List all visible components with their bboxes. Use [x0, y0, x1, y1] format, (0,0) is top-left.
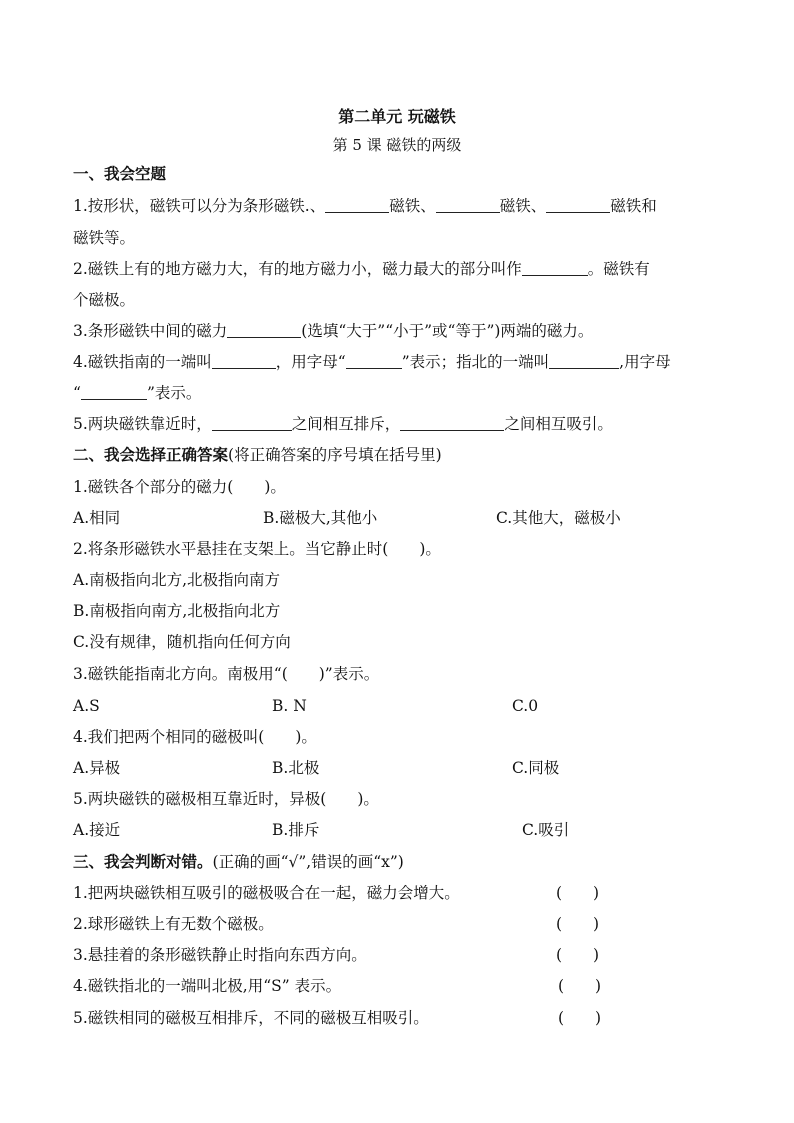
unit-title: 第二单元 玩磁铁	[338, 107, 456, 126]
blank[interactable]	[325, 196, 389, 213]
s2-q3-option-b[interactable]: B. N	[272, 697, 307, 715]
s2-q5-options	[73, 820, 713, 840]
s2-q4-option-b[interactable]: B.北极	[272, 759, 320, 777]
s2-q4-stem: 4.我们把两个相同的磁极叫( )。	[73, 728, 317, 746]
s1-q1-text-b: 磁铁、	[389, 197, 436, 215]
s2-q1-stem: 1.磁铁各个部分的磁力( )。	[73, 478, 286, 496]
s1-q4-line1	[73, 352, 671, 372]
s1-q4-text-a: 4.磁铁指南的一端叫	[73, 353, 212, 371]
s1-q4-text-c: ”表示；指北的一端叫	[401, 353, 550, 371]
s2-q1-options	[73, 508, 713, 528]
s1-q1-line1	[73, 196, 657, 216]
s2-q4-option-a[interactable]: A.异极	[73, 759, 121, 777]
s3-answer-paren-5[interactable]: ( )	[558, 1009, 602, 1027]
s1-q5-line	[73, 414, 613, 434]
s1-q1-text-c: 磁铁、	[499, 197, 547, 215]
section2-note: (将正确答案的序号填在括号里)	[228, 446, 442, 464]
s2-q2-option-b[interactable]: B.南极指向南方,北极指向北方	[73, 602, 281, 620]
s3-answer-paren-1[interactable]: ( )	[556, 884, 600, 902]
s2-q1-option-c[interactable]: C.其他大，磁极小	[496, 509, 621, 527]
section2-heading: 二、我会选择正确答案	[73, 445, 229, 464]
blank[interactable]	[227, 321, 301, 338]
s2-q3-option-a[interactable]: A.S	[73, 697, 100, 715]
blank[interactable]	[400, 414, 504, 431]
s2-q4-option-c[interactable]: C.同极	[512, 759, 560, 777]
blank[interactable]	[436, 196, 500, 213]
s1-q4-text-d: ,用字母	[619, 353, 671, 371]
s2-q5-option-a[interactable]: A.接近	[73, 821, 121, 839]
s1-q4-text-e: “	[73, 384, 81, 402]
section2-heading-line	[73, 445, 442, 465]
blank[interactable]	[549, 352, 619, 369]
s1-q3-text-a: 3.条形磁铁中间的磁力	[73, 322, 228, 340]
s1-q5-text-b: 之间相互排斥，	[291, 415, 401, 433]
s1-q5-text-c: 之间相互吸引。	[504, 415, 613, 433]
s2-q5-stem: 5.两块磁铁的磁极相互靠近时，异极( )。	[73, 790, 379, 808]
blank[interactable]	[346, 352, 402, 369]
s3-answer-paren-3[interactable]: ( )	[556, 946, 600, 964]
s1-q1-text-d: 磁铁和	[610, 197, 657, 215]
blank[interactable]	[212, 414, 292, 431]
section1-heading: 一、我会空题	[73, 164, 167, 183]
s1-q3-text-b: (选填“大于”“小于”或“等于”)两端的磁力。	[301, 322, 594, 340]
s2-q5-option-c[interactable]: C.吸引	[522, 821, 570, 839]
s2-q5-option-b[interactable]: B.排斥	[272, 821, 320, 839]
s1-q2-text-b: 。磁铁有	[587, 260, 650, 278]
s2-q3-options	[73, 696, 713, 716]
s1-q2-text-a: 2.磁铁上有的地方磁力大，有的地方磁力小，磁力最大的部分叫作	[73, 260, 522, 278]
s1-q4-text-f: ”表示。	[146, 384, 202, 402]
s1-q5-text-a: 5.两块磁铁靠近时，	[73, 415, 212, 433]
s3-answer-paren-4[interactable]: ( )	[558, 977, 602, 995]
blank[interactable]	[212, 352, 276, 369]
blank[interactable]	[81, 383, 147, 400]
s1-q3-line	[73, 321, 593, 341]
s1-q1-line2: 磁铁等。	[73, 229, 136, 247]
s2-q1-option-a[interactable]: A.相同	[73, 509, 121, 527]
s2-q4-options	[73, 758, 713, 778]
s1-q2-line1	[73, 259, 650, 279]
s2-q3-stem: 3.磁铁能指南北方向。南极用“( )”表示。	[73, 665, 380, 683]
s1-q2-line2: 个磁极。	[73, 291, 136, 309]
section3-heading: 三、我会判断对错。	[73, 852, 213, 871]
s1-q4-text-b: ，用字母“	[275, 353, 346, 371]
s1-q1-text-a: 1.按形状，磁铁可以分为条形磁铁.、	[73, 197, 326, 215]
blank[interactable]	[522, 259, 588, 276]
s3-item-4: 4.磁铁指北的一端叫北极,用“S” 表示。	[73, 977, 342, 995]
lesson-title: 第 5 课 磁铁的两级	[332, 136, 462, 154]
section3-heading-line	[73, 852, 404, 872]
s1-q4-line2	[73, 383, 201, 403]
section3-note: (正确的画“√”,错误的画“x”)	[212, 853, 404, 871]
s2-q1-option-b[interactable]: B.磁极大,其他小	[263, 509, 378, 527]
s3-answer-paren-2[interactable]: ( )	[556, 915, 600, 933]
s3-item-5: 5.磁铁相同的磁极互相排斥，不同的磁极互相吸引。	[73, 1009, 429, 1027]
s2-q2-stem: 2.将条形磁铁水平悬挂在支架上。当它静止时( )。	[73, 540, 441, 558]
s3-item-1: 1.把两块磁铁相互吸引的磁极吸合在一起，磁力会增大。	[73, 884, 460, 902]
s3-item-2: 2.球形磁铁上有无数个磁极。	[73, 915, 274, 933]
s2-q2-option-a[interactable]: A.南极指向北方,北极指向南方	[73, 571, 281, 589]
s2-q2-option-c[interactable]: C.没有规律，随机指向任何方向	[73, 633, 291, 651]
s3-item-3: 3.悬挂着的条形磁铁静止时指向东西方向。	[73, 946, 367, 964]
s2-q3-option-c[interactable]: C.0	[512, 697, 539, 715]
blank[interactable]	[546, 196, 610, 213]
